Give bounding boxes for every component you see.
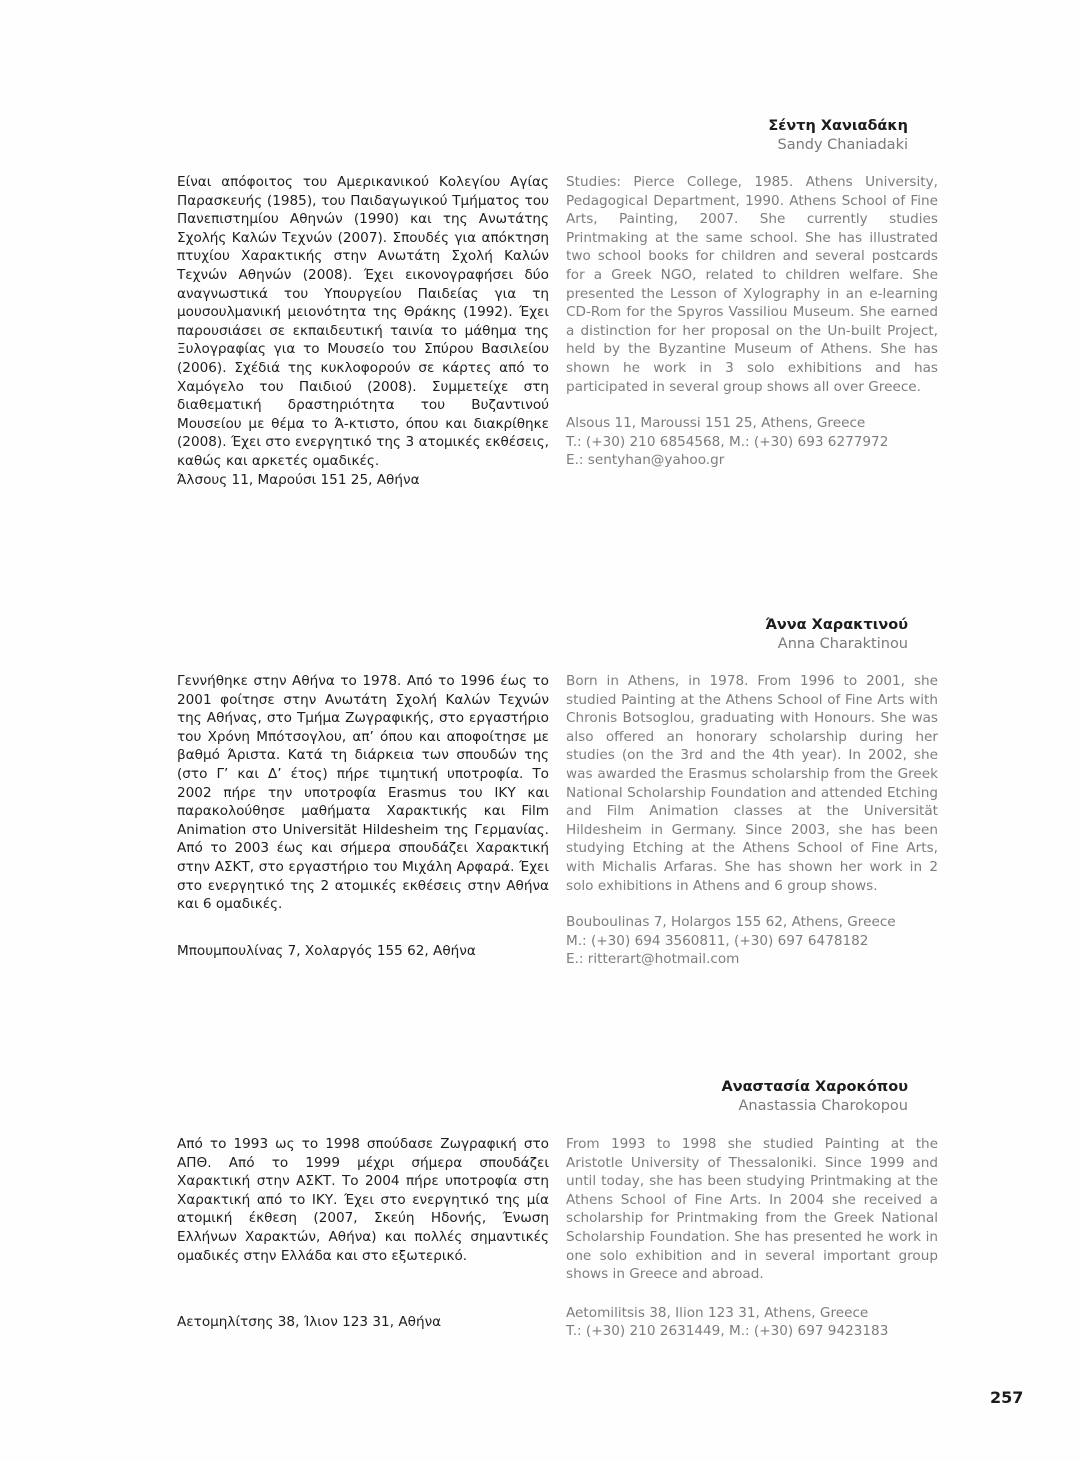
- bio-greek: Γεννήθηκε στην Αθήνα το 1978. Από το 1996 έως το 2001 φοίτησε στην Ανωτάτη Σχολή Καλών Τεχνών της Αθήνας, στο Τμήμα Ζωγραφικής, στο εργαστήριο του Χρόνη Μπότσογλου, απ’ όπου και αποφοίτησε με βαθμό Άριστα. Κατά τη διάρκεια των σπουδών της (στο Γ’ και Δ’ έτος) πήρε τιμητική υποτροφία. Το 2002 πήρε την υποτροφία Erasmus του ΙΚΥ και παρακολούθησε μαθήματα Χαρακτικής και Film Animation στο Universität Hildesheim της Γερμανίας. Από το 2003 έως και σήμερα σπουδάζει Χαρακτική στην ΑΣΚΤ, στο εργαστήριο του Μιχάλη Αρφαρά. Έχει στο ενεργητικό της 2 ατομικές εκθέσεις στην Αθήνα και 6 ομαδικές.: [177, 673, 549, 913]
- artist-name-english: Anna Charaktinou: [777, 636, 908, 652]
- artist-name-greek: Άννα Χαρακτινού: [765, 617, 908, 633]
- bio-english: From 1993 to 1998 she studied Painting at the Aristotle University of Thessaloniki. Since 1999 and until today, she has been studying Printmaking at the Athens School of Fine Arts. In 2004 she received a scholarship for Printmaking from the Greek National Scholarship Foundation. She has presented he work in one solo exhibition and in several important group shows in Greece and abroad.: [566, 1136, 938, 1283]
- bio-greek-column: [177, 672, 549, 960]
- artist-name-block: [768, 117, 908, 155]
- address-english: Alsous 11, Maroussi 151 25, Athens, Greece: [566, 415, 866, 432]
- bio-english-column: [566, 173, 938, 470]
- artist-name-block: [765, 616, 908, 654]
- artist-name-english: Sandy Chaniadaki: [777, 137, 908, 153]
- bio-greek: Είναι απόφοιτος του Αμερικανικού Κολεγίου Αγίας Παρασκευής (1985), του Παιδαγωγικού Τμήματος του Πανεπιστημίου Αθηνών (1990) και της Ανωτάτης Σχολής Καλών Τεχνών (2007). Σπουδές για απόκτηση πτυχίου Χαρακτικής στην Ανωτάτη Σχολή Καλών Τεχνών Αθηνών (2008). Έχει εικονογραφήσει δύο αναγνωστικά του Υπουργείου Παιδείας για τη μουσουλμανική μειονότητα της Θράκης (1992). Έχει παρουσιάσει σε εκπαιδευτική ταινία το μάθημα της Ξυλογραφίας για το Μουσείο του Σπύρου Βασιλείου (2006). Σχέδιά της κυκλοφορούν σε κάρτες από το Χαμόγελο του Παιδιού (2008). Συμμετείχε στη διαθεματική δραστηριότητα του Βυζαντινού Μουσείου με θέμα το Ά-κτιστο, όπου και διακρίθηκε (2008). Έχει στο ενεργητικό της 3 ατομικές εκθέσεις, καθώς και αρκετές ομαδικές.: [177, 174, 549, 469]
- bio-english: Studies: Pierce College, 1985. Athens University, Pedagogical Department, 1990. Athens School of Fine Arts, Painting, 2007. She currently studies Printmaking at the same school. She has illustrated two school books for children and several postcards for a Greek NGO, related to children welfare. She presented the Lesson of Xylography in an e-learning CD-Rom for the Spyros Vassiliou Museum. She earned a distinction for her proposal on the Un-built Project, held by the Byzantine Museum of Athens. She has shown he work in 3 solo exhibitions and has participated in several group shows all over Greece.: [566, 174, 938, 395]
- address-greek: Αετομηλίτσης 38, Ίλιον 123 31, Αθήνα: [177, 1314, 442, 1331]
- bio-greek-column: [177, 173, 549, 489]
- contact-block: [566, 1304, 938, 1341]
- address-greek: Μπουμπουλίνας 7, Χολαργός 155 62, Αθήνα: [177, 942, 476, 959]
- bio-greek-column: [177, 1135, 549, 1332]
- address-english: Bouboulinas 7, Holargos 155 62, Athens, Greece: [566, 914, 896, 931]
- phone-numbers: T.: (+30) 210 6854568, M.: (+30) 693 6277972: [566, 433, 889, 450]
- bio-english-column: [566, 1135, 938, 1341]
- address-english: Aetomilitsis 38, Ilion 123 31, Athens, Greece: [566, 1304, 869, 1321]
- page-number: 257: [990, 1388, 1024, 1407]
- artist-name-block: [722, 1078, 909, 1116]
- artist-name-greek: Αναστασία Χαροκόπου: [721, 1079, 908, 1095]
- phone-numbers: T.: (+30) 210 2631449, M.: (+30) 697 9423183: [566, 1323, 889, 1340]
- contact-block: [566, 414, 938, 470]
- bio-english: Born in Athens, in 1978. From 1996 to 2001, she studied Painting at the Athens School of Fine Arts with Chronis Botsoglou, graduating with Honours. She was also offered an honorary scholarship during her studies (on the 3rd and the 4th year). In 2002, she was awarded the Erasmus scholarship from the Greek National Scholarship Foundation and attended Etching and Film Animation classes at the Universität Hildesheim in Germany. Since 2003, she has been studying Etching at the Athens School of Fine Arts, with Michalis Arfaras. She has shown her work in 2 solo exhibitions in Athens and 6 group shows.: [566, 673, 938, 894]
- artist-name-greek: Σέντη Χανιαδάκη: [768, 118, 908, 134]
- artist-name-english: Anastassia Charokopou: [738, 1098, 908, 1114]
- bio-english-column: [566, 672, 938, 969]
- address-greek: Άλσους 11, Μαρούσι 151 25, Αθήνα: [177, 471, 420, 488]
- email-address: E.: sentyhan@yahoo.gr: [566, 452, 725, 469]
- email-address: E.: ritterart@hotmail.com: [566, 951, 740, 968]
- contact-block: [566, 913, 938, 969]
- bio-greek: Από το 1993 ως το 1998 σπούδασε Ζωγραφική στο ΑΠΘ. Από το 1999 μέχρι σήμερα σπουδάζει Χαρακτική στην ΑΣΚΤ. Το 2004 πήρε υποτροφία στη Χαρακτική από το ΙΚΥ. Έχει στο ενεργητικό της μία ατομική έκθεση (2007, Σκεύη Ηδονής, Ένωση Ελλήνων Χαρακτών, Αθήνα) και πολλές σημαντικές ομαδικές στην Ελλάδα και στο εξωτερικό.: [177, 1136, 549, 1264]
- phone-numbers: M.: (+30) 694 3560811, (+30) 697 6478182: [566, 932, 869, 949]
